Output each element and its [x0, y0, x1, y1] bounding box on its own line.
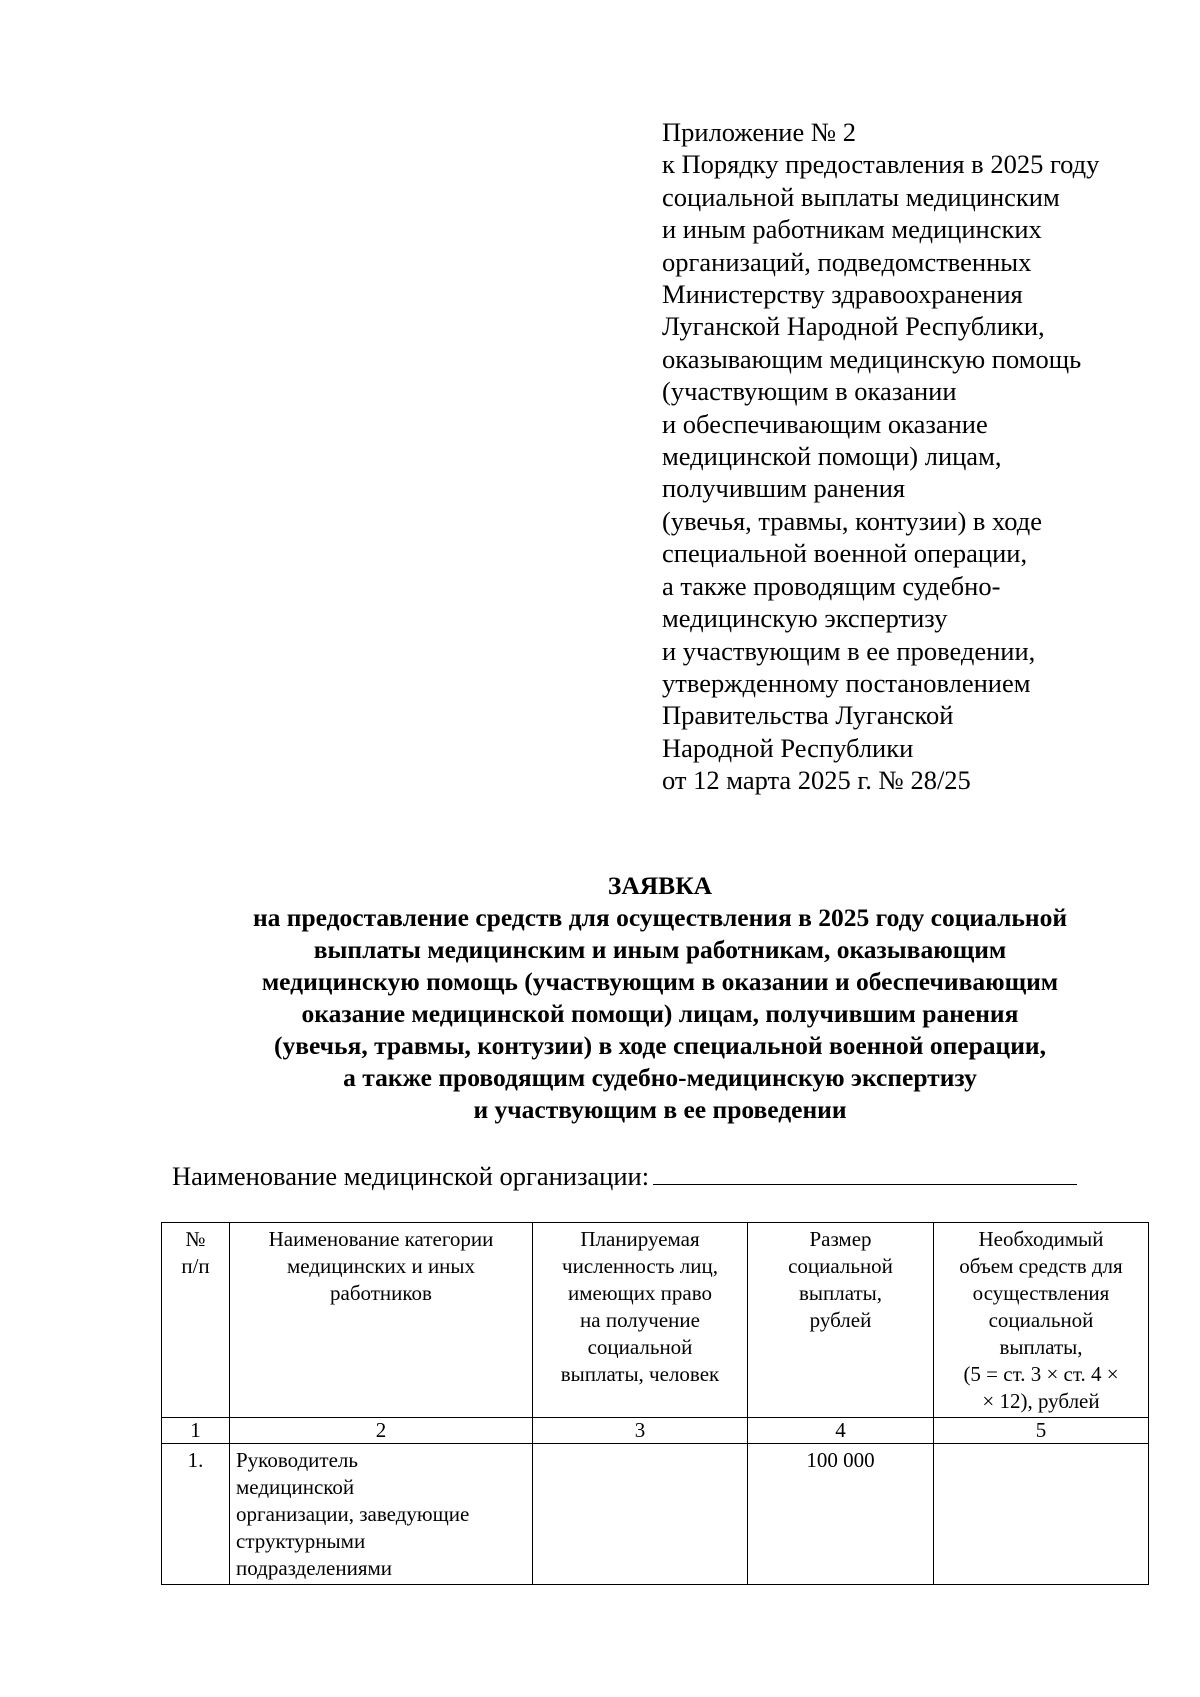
title-heading: ЗАЯВКА: [607, 871, 713, 900]
row-number: 1.: [162, 1444, 230, 1585]
appendix-line: и обеспечивающим оказание: [662, 408, 988, 439]
row-payment-amount: 100 000: [748, 1444, 934, 1585]
appendix-line: Правительства Луганской: [662, 700, 954, 731]
header-category: Наименование категории медицинских и иных работников: [230, 1223, 533, 1418]
organization-name-label: Наименование медицинской организации:: [172, 1161, 650, 1191]
column-number: 4: [748, 1418, 934, 1444]
title-line: медицинскую помощь (участвующим в оказании и обеспечивающим: [261, 967, 1059, 996]
request-table: [161, 1222, 1149, 1585]
header-planned-count: Планируемая численность лиц, имеющих право на получение социальной выплаты, человек: [533, 1223, 748, 1418]
appendix-line: и участвующим в ее проведении,: [662, 635, 1036, 666]
appendix-block: [662, 116, 1182, 797]
appendix-line: оказывающим медицинскую помощь: [662, 343, 1082, 374]
title-line: оказание медицинской помощи) лицам, получившим ранения: [301, 999, 1019, 1028]
appendix-line: получившим ранения: [662, 473, 906, 504]
appendix-line: Луганской Народной Республики,: [662, 311, 1045, 342]
title-line: а также проводящим судебно-медицинскую экспертизу: [343, 1063, 977, 1092]
appendix-line: (увечья, травмы, контузии) в ходе: [662, 505, 1043, 536]
title-line: выплаты медицинским и иным работникам, оказывающим: [313, 935, 1007, 964]
column-number: 5: [934, 1418, 1149, 1444]
column-number: 3: [533, 1418, 748, 1444]
row-planned-count[interactable]: [533, 1444, 748, 1585]
appendix-line: Народной Республики: [662, 732, 914, 763]
appendix-line: от 12 марта 2025 г. № 28/25: [662, 765, 971, 796]
organization-name-line: [172, 1158, 1077, 1192]
appendix-line: Приложение № 2: [662, 117, 857, 147]
title-line: и участвующим в ее проведении: [473, 1095, 847, 1124]
appendix-line: к Порядку предоставления в 2025 году: [662, 149, 1100, 180]
appendix-line: медицинскую экспертизу: [662, 603, 948, 634]
organization-name-field[interactable]: [653, 1158, 1077, 1185]
appendix-line: организаций, подведомственных: [662, 246, 1032, 277]
row-category: Руководитель медицинской организации, заведующие структурными подразделениями: [230, 1444, 533, 1585]
appendix-line: утвержденному постановлением: [662, 667, 1031, 698]
appendix-line: Министерству здравоохранения: [662, 279, 1023, 310]
header-required-funds: Необходимый объем средств для осуществления социальной выплаты, (5 = ст. 3 × ст. 4 × × 12), рублей: [934, 1223, 1149, 1418]
column-number: 1: [162, 1418, 230, 1444]
row-required-funds[interactable]: [934, 1444, 1149, 1585]
appendix-line: и иным работникам медицинских: [662, 214, 1042, 245]
appendix-line: социальной выплаты медицинским: [662, 181, 1060, 212]
appendix-line: медицинской помощи) лицам,: [662, 441, 1002, 472]
appendix-line: а также проводящим судебно-: [662, 570, 1001, 601]
appendix-line: (участвующим в оказании: [662, 376, 957, 407]
header-number: № п/п: [162, 1223, 230, 1418]
table-row: [162, 1444, 1149, 1585]
title-line: на предоставление средств для осуществления в 2025 году социальной: [252, 903, 1068, 932]
column-number: 2: [230, 1418, 533, 1444]
title-line: (увечья, травмы, контузии) в ходе специальной военной операции,: [273, 1031, 1046, 1060]
column-number-row: [162, 1418, 1149, 1444]
document-title: [150, 870, 1170, 1126]
table-header-row: [162, 1223, 1149, 1418]
header-payment-amount: Размер социальной выплаты, рублей: [748, 1223, 934, 1418]
appendix-line: специальной военной операции,: [662, 538, 1028, 569]
